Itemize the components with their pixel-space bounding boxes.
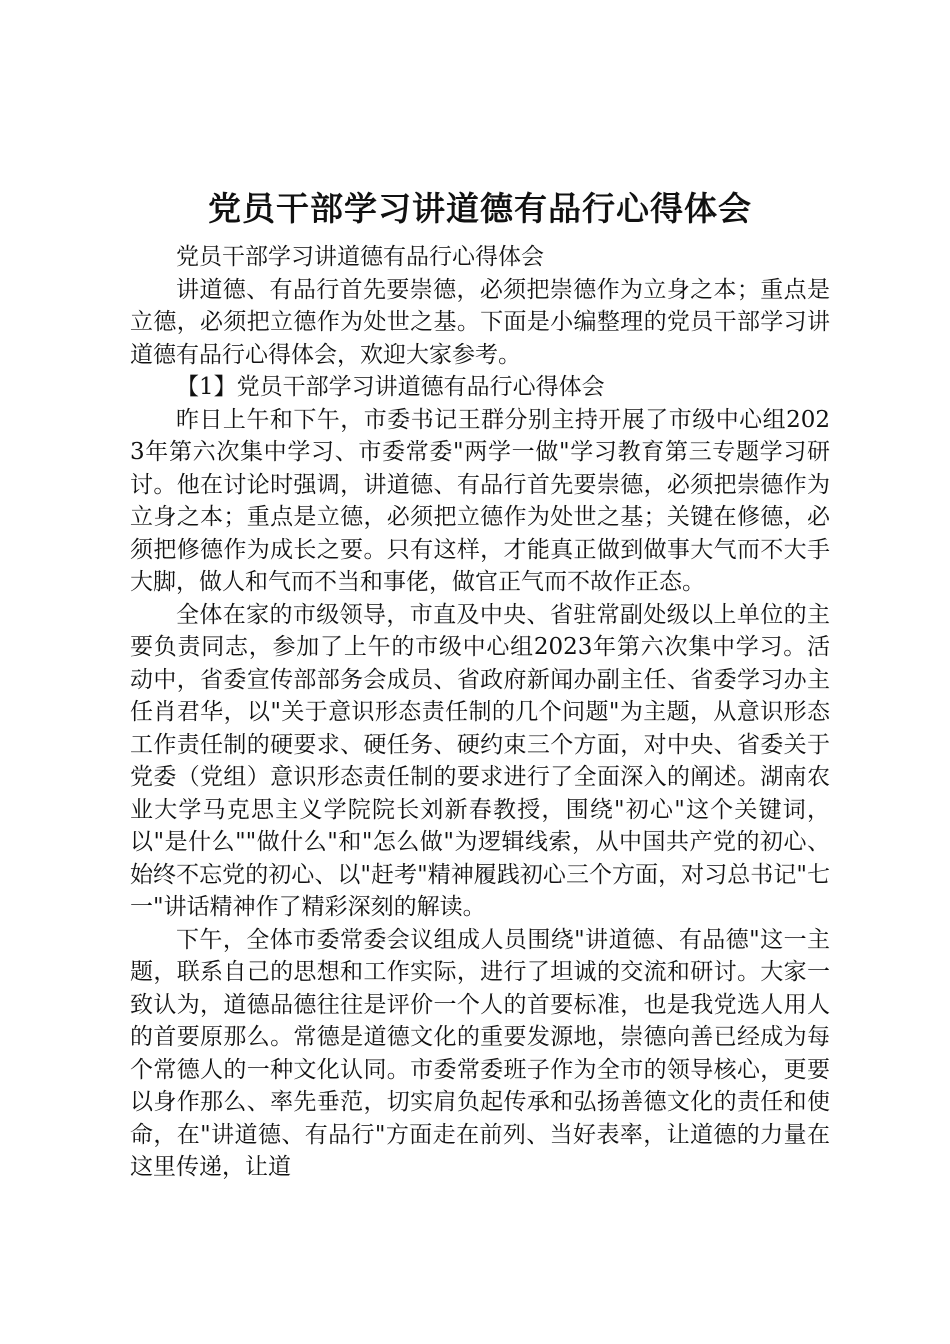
body-paragraph-2: 全体在家的市级领导，市直及中央、省驻常副处级以上单位的主要负责同志，参加了上午的市级中心组2023年第六次集中学习。活动中，省委宣传部部务会成员、省政府新闻办副主任、省委学习办主任肖君华，以"关于意识形态责任制的几个问题"为主题，从意识形态工作责任制的硬要求、硬任务、硬约束三个方面，对中央、省委关于党委（党组）意识形态责任制的要求进行了全面深入的阐述。湖南农业大学马克思主义学院院长刘新春教授，围绕"初心"这个关键词，以"是什么""做什么"和"怎么做"为逻辑线索，从中国共产党的初心、始终不忘党的初心、以"赶考"精神履践初心三个方面，对习总书记"七一"讲话精神作了精彩深刻的解读。 bbox=[130, 601, 830, 920]
body-paragraph-3: 下午，全体市委常委会议组成人员围绕"讲道德、有品德"这一主题，联系自己的思想和工作实际，进行了坦诚的交流和研讨。大家一致认为，道德品德往往是评价一个人的首要标准，也是我党选人用人的首要原那么。常德是道德文化的重要发源地，崇德向善已经成为每个常德人的一种文化认同。市委常委班子作为全市的领导核心，更要以身作那么、率先垂范，切实肩负起传承和弘扬善德文化的责任和使命，在"讲道德、有品行"方面走在前列、当好表率，让道德的力量在这里传递，让道 bbox=[130, 926, 830, 1180]
document-page bbox=[130, 185, 830, 1184]
section-heading: 【1】党员干部学习讲道德有品行心得体会 bbox=[176, 374, 605, 400]
subtitle-paragraph: 党员干部学习讲道德有品行心得体会 bbox=[176, 244, 544, 270]
body-paragraph-1: 昨日上午和下午，市委书记王群分别主持开展了市级中心组2023年第六次集中学习、市委常委"两学一做"学习教育第三专题学习研讨。他在讨论时强调，讲道德、有品行首先要崇德，必须把崇德作为立身之本；重点是立德，必须把立德作为处世之基；关键在修德，必须把修德作为成长之要。只有这样，才能真正做到做事大气而不大手大脚，做人和气而不当和事佬，做官正气而不故作正态。 bbox=[130, 406, 830, 595]
intro-paragraph: 讲道德、有品行首先要崇德，必须把崇德作为立身之本；重点是立德，必须把立德作为处世之基。下面是小编整理的党员干部学习讲道德有品行心得体会，欢迎大家参考。 bbox=[130, 276, 830, 368]
document-title: 党员干部学习讲道德有品行心得体会 bbox=[208, 189, 752, 228]
